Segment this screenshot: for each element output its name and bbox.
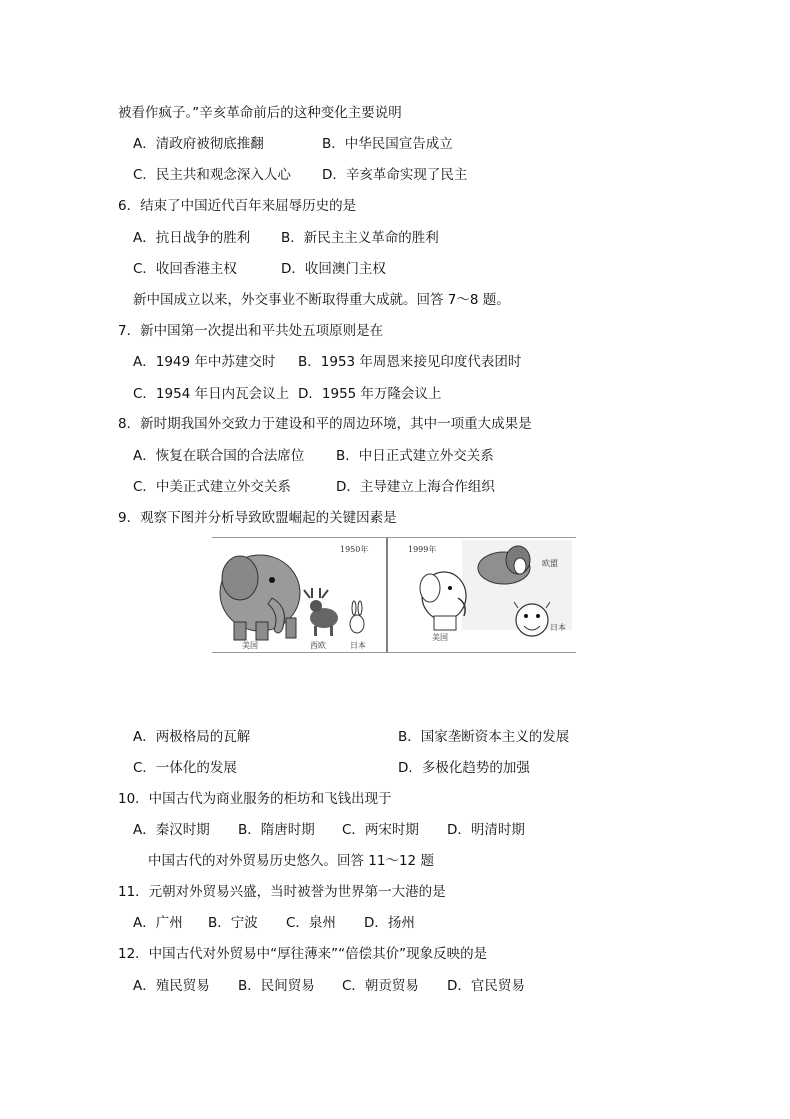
japan-label-1999: 日本	[550, 623, 566, 632]
q11-option-b[interactable]: B．宁波	[208, 915, 258, 931]
intro-11-12: 中国古代的对外贸易历史悠久。回答 11～12 题	[148, 853, 434, 869]
q7-option-c[interactable]: C．1954 年日内瓦会议上	[133, 386, 290, 402]
q9-option-b[interactable]: B．国家垄断资本主义的发展	[398, 729, 570, 745]
q12-option-a[interactable]: A．殖民贸易	[133, 978, 210, 994]
q8-option-b[interactable]: B．中日正式建立外交关系	[336, 448, 494, 464]
usa-label-1950: 美国	[242, 641, 258, 650]
q5-option-d[interactable]: D．辛亥革命实现了民主	[322, 167, 468, 183]
q8-option-d[interactable]: D．主导建立上海合作组织	[336, 479, 495, 495]
q7-stem: 7．新中国第一次提出和平共处五项原则是在	[118, 323, 384, 339]
q12-option-d[interactable]: D．官民贸易	[447, 978, 525, 994]
q9-option-d[interactable]: D．多极化趋势的加强	[398, 760, 530, 776]
q9-stem: 9．观察下图并分析导致欧盟崛起的关键因素是	[118, 510, 397, 526]
q9-option-a[interactable]: A．两极格局的瓦解	[133, 729, 251, 745]
q6-option-a[interactable]: A．抗日战争的胜利	[133, 230, 251, 246]
usa-label-1999: 美国	[432, 633, 448, 642]
q12-option-c[interactable]: C．朝贡贸易	[342, 978, 419, 994]
q10-option-b[interactable]: B．隋唐时期	[238, 822, 315, 838]
year-1950-label: 1950年	[340, 545, 369, 554]
q6-option-b[interactable]: B．新民主主义革命的胜利	[281, 230, 439, 246]
q10-stem: 10．中国古代为商业服务的柜坊和飞钱出现于	[118, 791, 392, 807]
elephant-usa-1950-icon	[220, 555, 300, 640]
q5-option-b[interactable]: B．中华民国宣告成立	[322, 136, 453, 152]
rabbit-japan-icon	[350, 601, 364, 633]
q9-option-c[interactable]: C．一体化的发展	[133, 760, 237, 776]
q11-option-d[interactable]: D．扬州	[364, 915, 415, 931]
q11-option-a[interactable]: A．广州	[133, 915, 183, 931]
q5-option-c[interactable]: C．民主共和观念深入人心	[133, 167, 291, 183]
q11-option-c[interactable]: C．泉州	[286, 915, 336, 931]
w-europe-label: 西欧	[310, 641, 326, 650]
q5-stem-tail: 被看作疯子。”辛亥革命前后的这种变化主要说明	[118, 105, 402, 121]
elephant-usa-1999-icon	[420, 572, 466, 630]
q6-stem: 6．结束了中国近代百年来屈辱历史的是	[118, 198, 357, 214]
q6-option-d[interactable]: D．收回澳门主权	[281, 261, 386, 277]
q10-option-d[interactable]: D．明清时期	[447, 822, 525, 838]
moose-west-europe-icon	[304, 588, 338, 636]
q12-stem: 12．中国古代对外贸易中“厚往薄来”“倍偿其价”现象反映的是	[118, 946, 488, 962]
intro-7-8: 新中国成立以来，外交事业不断取得重大成就。回答 7～8 题。	[133, 292, 510, 308]
q7-option-b[interactable]: B．1953 年周恩来接见印度代表团时	[298, 354, 522, 370]
eu-label: 欧盟	[542, 559, 558, 568]
cartoon-drawing	[212, 538, 576, 652]
q8-option-a[interactable]: A．恢复在联合国的合法席位	[133, 448, 305, 464]
year-1999-label: 1999年	[408, 545, 437, 554]
q10-option-c[interactable]: C．两宋时期	[342, 822, 419, 838]
q7-option-d[interactable]: D．1955 年万隆会议上	[298, 386, 442, 402]
q5-option-a[interactable]: A．清政府被彻底推翻	[133, 136, 264, 152]
q8-stem: 8．新时期我国外交致力于建设和平的周边环境，其中一项重大成果是	[118, 416, 532, 432]
japan-label-1950: 日本	[350, 641, 366, 650]
q6-option-c[interactable]: C．收回香港主权	[133, 261, 237, 277]
q11-stem: 11．元朝对外贸易兴盛，当时被誉为世界第一大港的是	[118, 884, 446, 900]
q7-option-a[interactable]: A．1949 年中苏建交时	[133, 354, 276, 370]
q10-option-a[interactable]: A．秦汉时期	[133, 822, 210, 838]
q12-option-b[interactable]: B．民间贸易	[238, 978, 315, 994]
eu-rise-cartoon	[212, 537, 576, 653]
q8-option-c[interactable]: C．中美正式建立外交关系	[133, 479, 291, 495]
